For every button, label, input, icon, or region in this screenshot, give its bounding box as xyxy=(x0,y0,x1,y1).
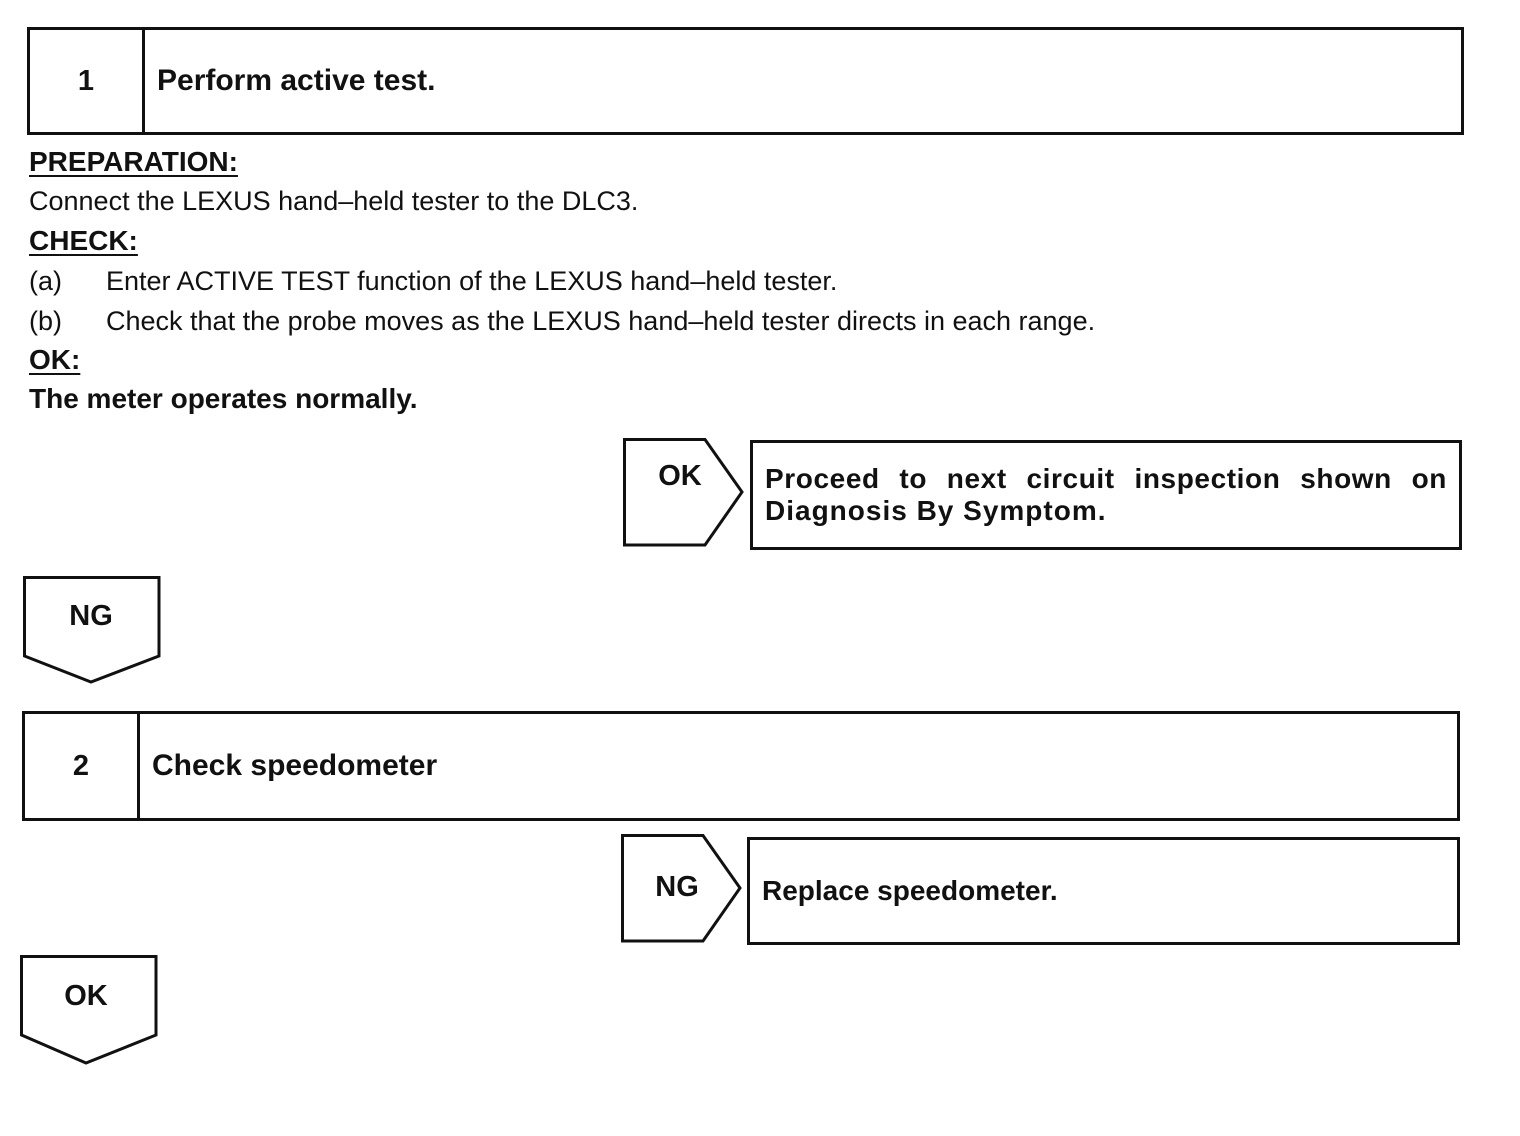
preparation-heading: PREPARATION: xyxy=(29,146,238,177)
ok-heading: OK: xyxy=(29,344,81,375)
right-arrow-shape xyxy=(623,438,745,548)
check-item-text: Enter ACTIVE TEST function of the LEXUS hand–held tester. xyxy=(106,266,838,296)
ng-down-label: NG xyxy=(69,600,113,632)
check-item xyxy=(29,266,1329,298)
step-2-header xyxy=(22,711,1460,821)
step-1-header xyxy=(27,27,1464,135)
preparation-text: Connect the LEXUS hand–held tester to the DLC3. xyxy=(29,186,639,216)
ng-result-text: Replace speedometer. xyxy=(762,875,1058,906)
step-title: Check speedometer xyxy=(152,749,438,782)
check-item xyxy=(29,306,1329,338)
ok-down-label: OK xyxy=(64,980,108,1012)
ng-result-box xyxy=(747,837,1460,945)
ok-result-box xyxy=(750,440,1462,550)
step-number: 2 xyxy=(25,714,140,818)
ok-result-line-1: Proceed to next circuit inspection shown on xyxy=(765,463,1447,494)
ok-criterion-text: The meter operates normally. xyxy=(29,383,418,414)
ok-branch-label: OK xyxy=(658,460,702,492)
check-heading: CHECK: xyxy=(29,225,138,256)
ok-result-line-2: Diagnosis By Symptom. xyxy=(765,495,1107,526)
check-item-label: (a) xyxy=(29,266,62,296)
check-item-text: Check that the probe moves as the LEXUS hand–held tester directs in each range. xyxy=(106,306,1096,336)
ng-branch-label: NG xyxy=(655,871,699,903)
step-title: Perform active test. xyxy=(157,64,436,97)
step-number: 1 xyxy=(30,30,145,132)
check-item-label: (b) xyxy=(29,306,62,336)
